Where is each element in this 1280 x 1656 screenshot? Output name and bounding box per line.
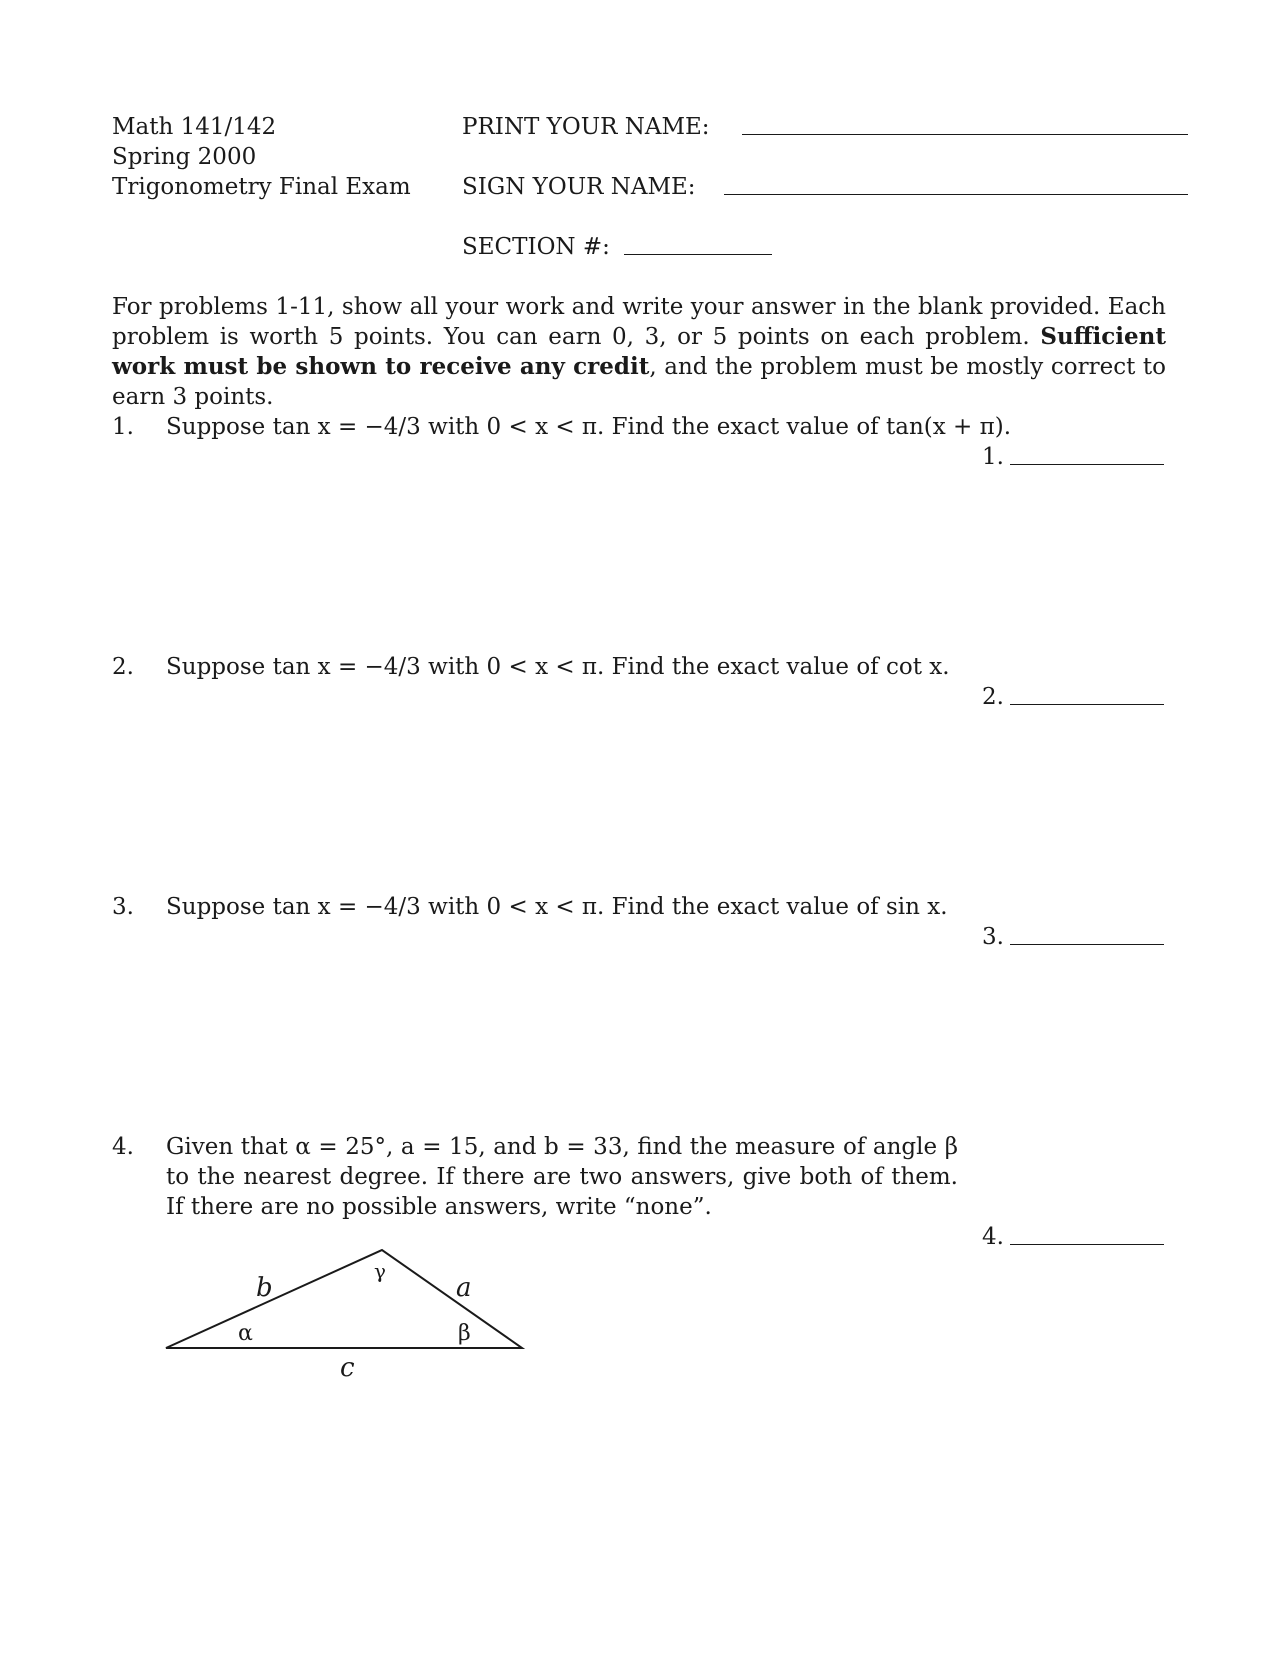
- answer-1-blank[interactable]: [1010, 464, 1164, 465]
- problem-3-text: Suppose tan x = −4/3 with 0 < x < π. Find the exact value of sin x.: [166, 894, 948, 920]
- problem-4-number: 4.: [112, 1134, 134, 1160]
- side-c-label: c: [340, 1353, 355, 1383]
- problem-1-text: Suppose tan x = −4/3 with 0 < x < π. Find the exact value of tan(x + π).: [166, 414, 1012, 440]
- instructions-text-1: For problems 1-11, show all your work and write your answer in the blank provided. Each problem is worth 5 points. You can earn 0, 3, or 5 points on each problem.: [112, 294, 1166, 350]
- angle-alpha-label: α: [238, 1321, 253, 1346]
- section-line[interactable]: [624, 254, 772, 255]
- term: Spring 2000: [112, 144, 257, 170]
- sign-name-line[interactable]: [724, 194, 1188, 195]
- answer-2-blank[interactable]: [1010, 704, 1164, 705]
- problem-3-number: 3.: [112, 894, 134, 920]
- angle-beta-label: β: [458, 1321, 471, 1346]
- exam-title: Trigonometry Final Exam: [112, 174, 411, 200]
- answer-4-blank[interactable]: [1010, 1244, 1164, 1245]
- side-a-label: a: [456, 1273, 472, 1303]
- answer-4-label: 4.: [982, 1224, 1004, 1250]
- course-name: Math 141/142: [112, 114, 277, 140]
- instructions-text-2: , and the problem must be mostly correct to earn 3 points.: [112, 354, 1166, 410]
- angle-gamma-label: γ: [374, 1259, 386, 1283]
- answer-2-label: 2.: [982, 684, 1004, 710]
- answer-3-blank[interactable]: [1010, 944, 1164, 945]
- triangle-diagram: [150, 1230, 550, 1410]
- answer-1-label: 1.: [982, 444, 1004, 470]
- sign-name-label: SIGN YOUR NAME:: [462, 174, 696, 200]
- instructions: [112, 292, 1166, 412]
- print-name-line[interactable]: [742, 134, 1188, 135]
- problem-4-text: Given that α = 25°, a = 15, and b = 33, find the measure of angle β to the nearest degree. If there are two answers, give both of them. If there are no possible answers, write “none”.: [166, 1134, 958, 1220]
- section-label: SECTION #:: [462, 234, 610, 260]
- instructions-bold: Sufficient work must be shown to receive any credit: [112, 323, 1166, 380]
- answer-3-label: 3.: [982, 924, 1004, 950]
- side-b-label: b: [256, 1273, 273, 1303]
- print-name-label: PRINT YOUR NAME:: [462, 114, 710, 140]
- problem-1-number: 1.: [112, 414, 134, 440]
- problem-2-number: 2.: [112, 654, 134, 680]
- problem-2-text: Suppose tan x = −4/3 with 0 < x < π. Find the exact value of cot x.: [166, 654, 950, 680]
